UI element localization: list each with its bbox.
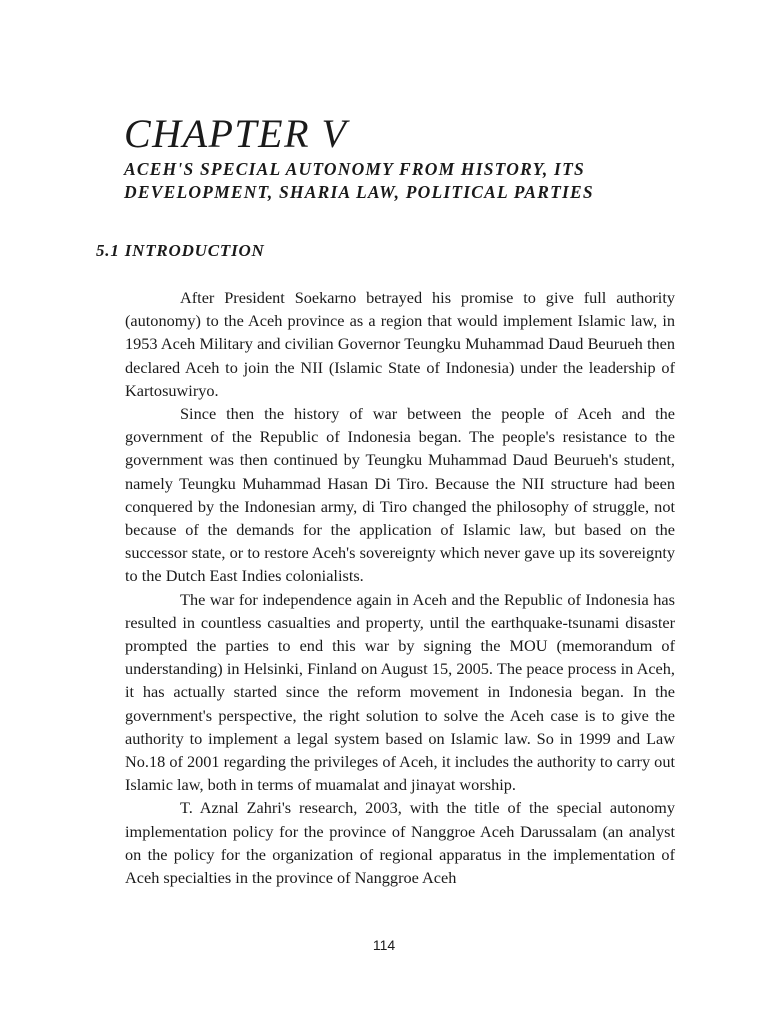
- chapter-subtitle-line-1: ACEH'S SPECIAL AUTONOMY FROM HISTORY, ITS: [124, 159, 585, 179]
- chapter-subtitle-line-2: DEVELOPMENT, SHARIA LAW, POLITICAL PARTIES: [124, 182, 594, 202]
- paragraph-1: After President Soekarno betrayed his promise to give full authority (autonomy) to the Aceh province as a region that would implement Islamic law, in 1953 Aceh Military and civilian Governor Teungku Muhammad Daud Beurueh then declared Aceh to join the NII (Islamic State of Indonesia) under the leadership of Kartosuwiryo.: [125, 288, 675, 400]
- paragraph-2: Since then the history of war between the people of Aceh and the government of the Republic of Indonesia began. The people's resistance to the government was then continued by Teungku Muhammad Daud Beurueh's student, namely Teungku Muhammad Hasan Di Tiro. Because the NII structure had been conquered by the Indonesian army, di Tiro changed the philosophy of struggle, not because of the demands for the application of Islamic law, but based on the successor state, or to restore Aceh's sovereignty which never gave up its sovereignty to the Dutch East Indies colonialists.: [125, 404, 675, 586]
- chapter-title: CHAPTER V: [124, 111, 348, 156]
- page-number: 114: [372, 937, 396, 953]
- chapter-subtitle: [124, 158, 724, 204]
- paragraph-3: The war for independence again in Aceh and the Republic of Indonesia has resulted in countless casualties and property, until the earthquake-tsunami disaster prompted the parties to end this war by signing the MOU (memorandum of understanding) in Helsinki, Finland on August 15, 2005. The peace process in Aceh, it has actually started since the reform movement in Indonesia began. In the government's perspective, the right solution to solve the Aceh case is to give the authority to implement a legal system based on Islamic law. So in 1999 and Law No.18 of 2001 regarding the privileges of Aceh, it includes the authority to carry out Islamic law, both in terms of muamalat and jinayat worship.: [125, 589, 675, 795]
- paragraph-4: T. Aznal Zahri's research, 2003, with the title of the special autonomy implementation policy for the province of Nanggroe Aceh Darussalam (an analyst on the policy for the organization of regional apparatus in the implementation of Aceh specialties in the province of Nanggroe Aceh: [125, 798, 675, 888]
- body-text: [125, 286, 675, 889]
- section-heading: 5.1 INTRODUCTION: [96, 241, 265, 260]
